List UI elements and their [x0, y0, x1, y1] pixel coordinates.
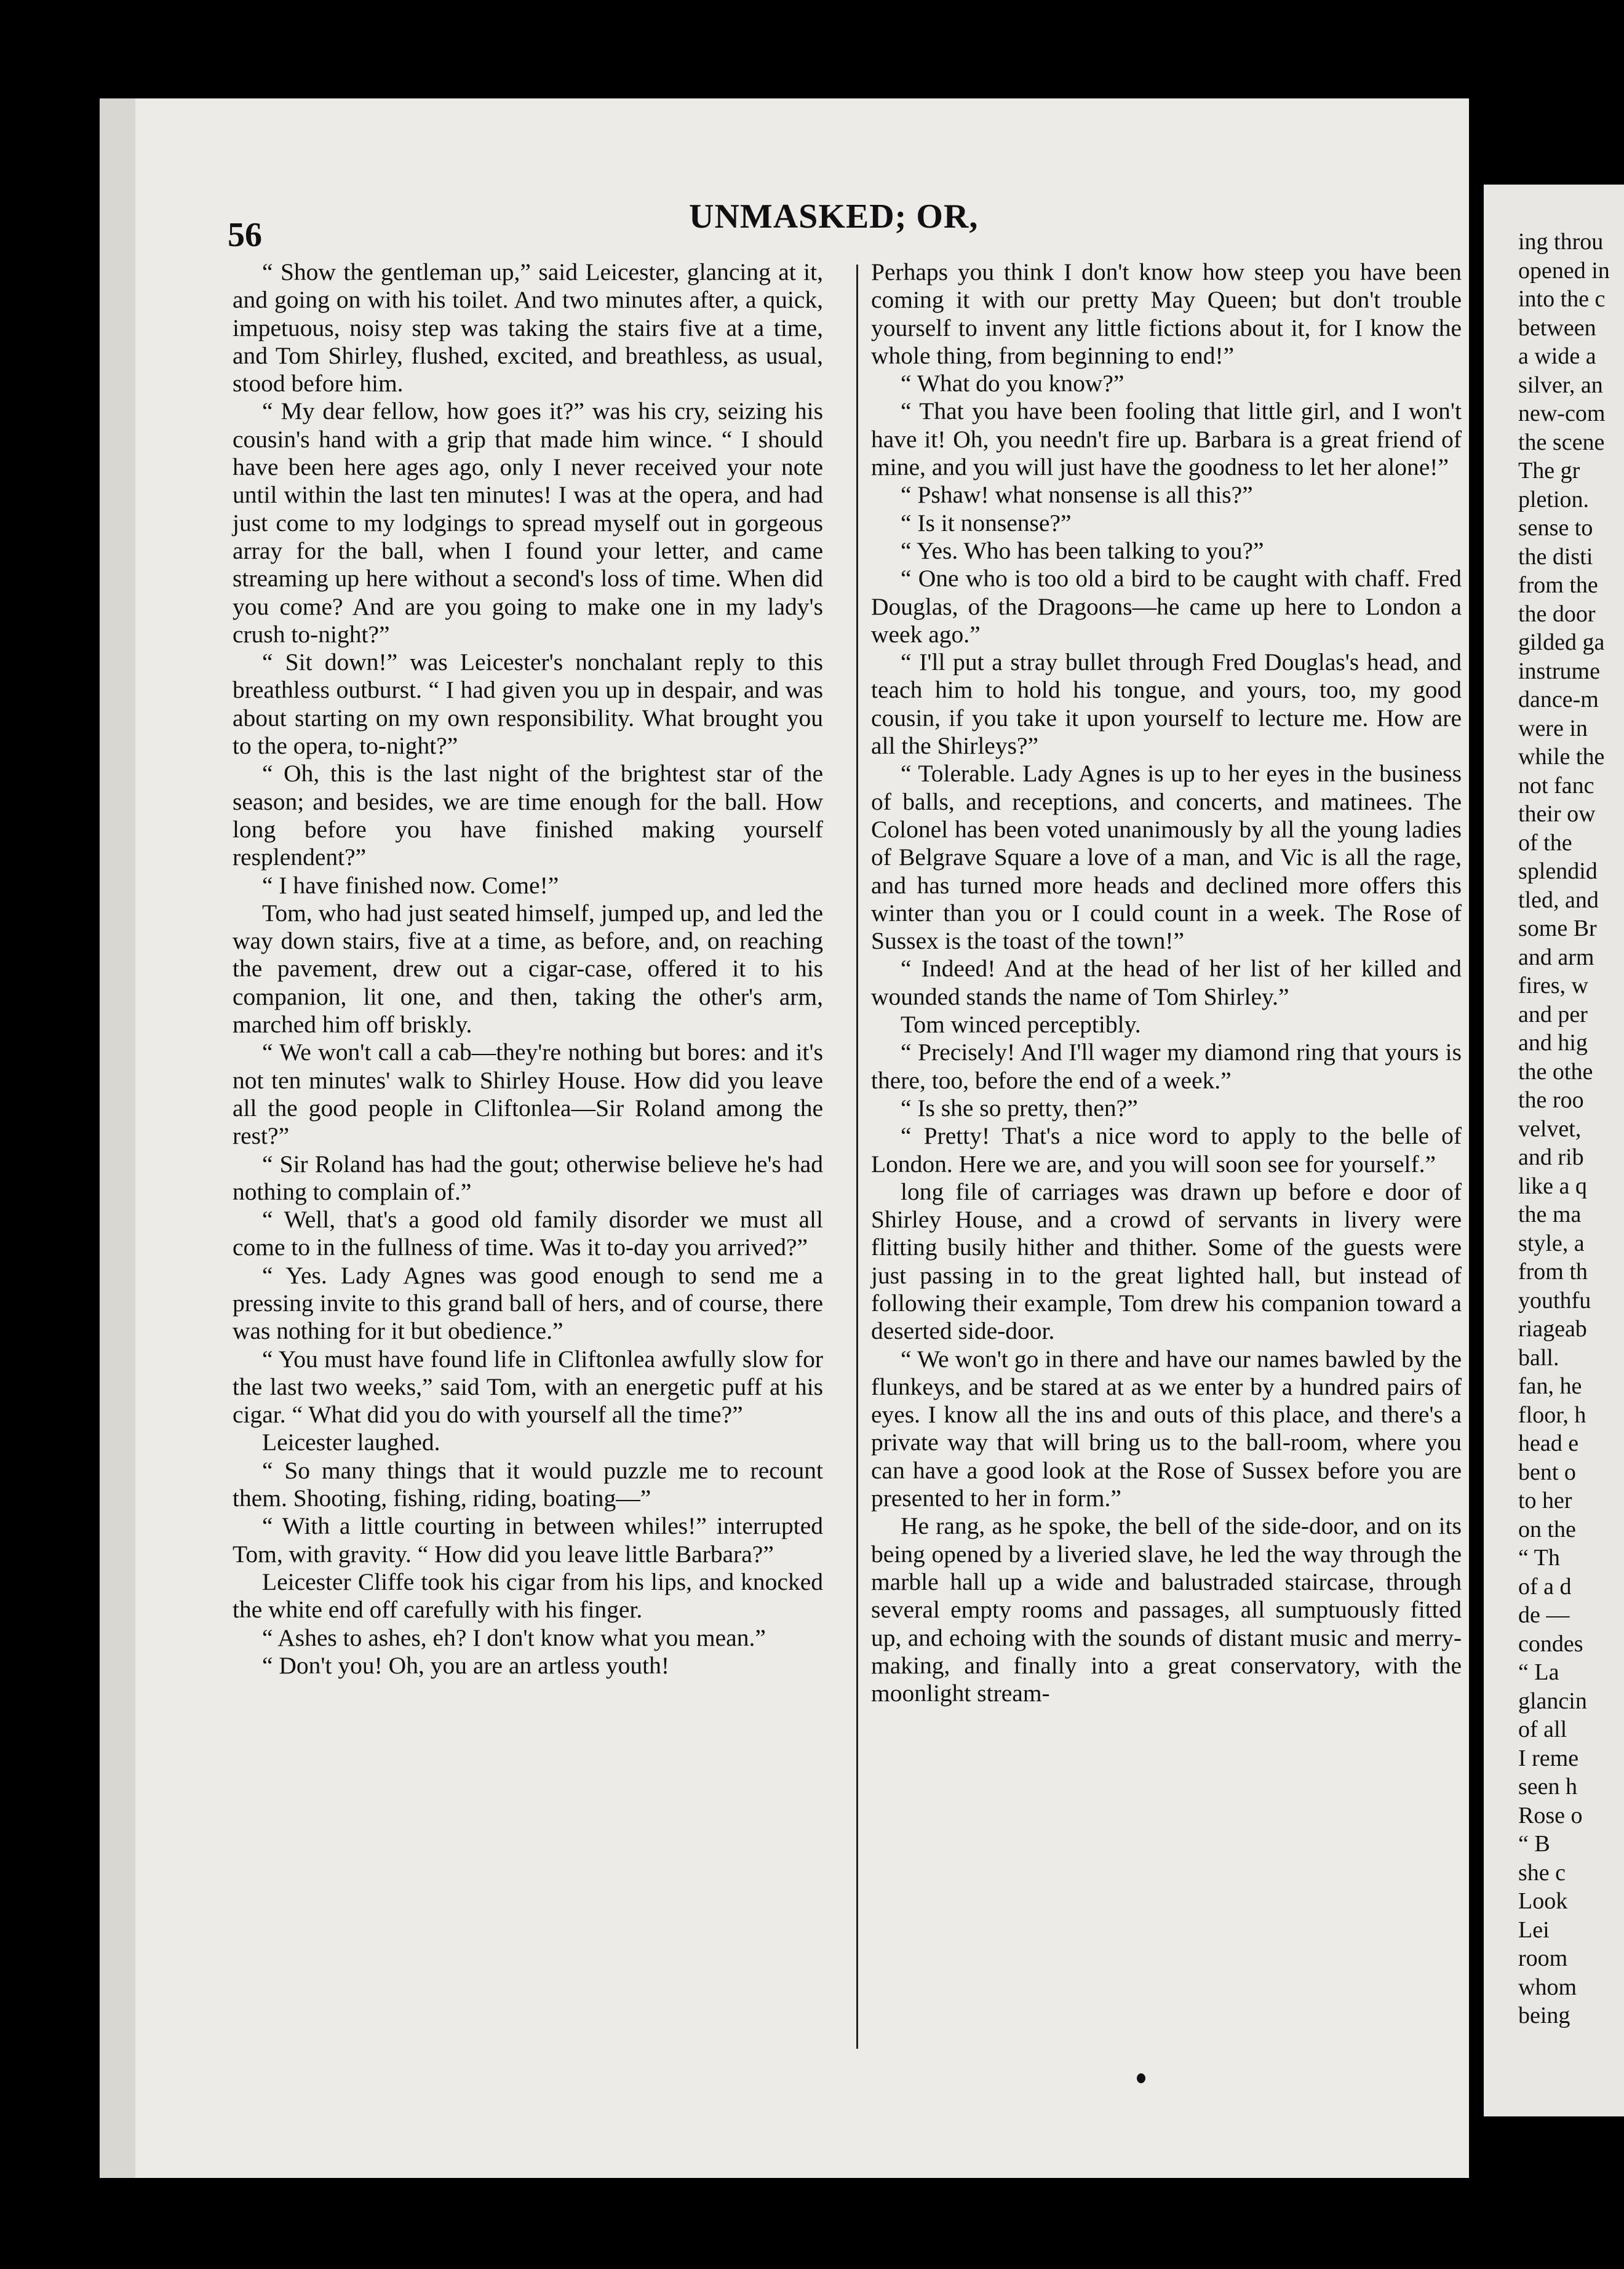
facing-page-line: condes [1518, 1630, 1583, 1657]
paragraph: Leicester laughed. [262, 1429, 440, 1456]
facing-page-line: the roo [1518, 1087, 1584, 1113]
facing-page-line: “ La [1518, 1659, 1559, 1685]
paragraph: “ Show the gentleman up,” said Leicester, glancing at it, and going on with his toilet. And two minutes after, a quick, impetuous, noisy step was taking the stairs five at a time, and Tom Shirley, flushed, excited, and breathless, as usual, stood before him. [233, 258, 823, 397]
facing-page-line: “ B [1518, 1831, 1550, 1857]
facing-page-line: riageab [1518, 1316, 1587, 1342]
paragraph: “ Well, that's a good old family disorder we must all come to in the fullness of time. Was it to-day you arrived?” [233, 1206, 823, 1261]
facing-page-line: splendid [1518, 858, 1598, 884]
facing-page-line: Rose o [1518, 1802, 1583, 1828]
facing-page-line: a wide a [1518, 343, 1596, 369]
paragraph: “ That you have been fooling that little girl, and I won't have it! Oh, you needn't fire up. Barbara is a great friend of mine, and you will just have the goodness to let her alone!” [871, 397, 1462, 481]
facing-page-text [1518, 228, 1624, 2030]
facing-page-line: the ma [1518, 1202, 1582, 1227]
paragraph: “ Tolerable. Lady Agnes is up to her eyes in the business of balls, and receptions, and concerts, and matinees. The Colonel has been voted unanimously by all the young ladies of Belgrave Square a love of a man, and Vic is all the rage, and has turned more heads and declined more offers this winter than you or I could count in a week. The Rose of Sussex is the toast of the town!” [871, 760, 1462, 955]
page-number: 56 [228, 216, 262, 254]
paragraph: “ Is she so pretty, then?” [901, 1094, 1138, 1122]
paragraph: Tom winced perceptibly. [901, 1011, 1141, 1039]
ink-dot [1137, 2073, 1145, 2083]
column-divider [856, 265, 858, 2049]
facing-page-line: floor, h [1518, 1402, 1586, 1428]
facing-page-line: tled, and [1518, 887, 1599, 913]
facing-page-line: the scene [1518, 429, 1605, 455]
paragraph: “ I have finished now. Come!” [262, 871, 559, 899]
facing-page-line: velvet, [1518, 1115, 1582, 1142]
facing-page-line: and rib [1518, 1144, 1584, 1170]
paragraph: “ My dear fellow, how goes it?” was his cry, seizing his cousin's hand with a grip that made him wince. “ I should have been here ages ago, only I never received your note until within the last ten minutes! I was at the opera, and had just come to my lodgings to spread myself out in gorgeous array for the ball, when I found your letter, and came streaming up here without a second's loss of time. When did you come? And are you going to make one in my lady's crush to-night?” [233, 397, 823, 648]
facing-page-line: sense to [1518, 515, 1593, 541]
paragraph: “ We won't go in there and have our names bawled by the flunkeys, and be stared at as we enter by a hundred pairs of eyes. I know all the ins and outs of this place, and there's a private way that will bring us to the ball-room, where you can have a good look at the Rose of Sussex before you are presented to her in form.” [871, 1345, 1462, 1512]
facing-page-line: were in [1518, 715, 1588, 741]
facing-page-line: like a q [1518, 1173, 1587, 1199]
facing-page-line: opened in [1518, 257, 1610, 284]
facing-page-line: into the c [1518, 286, 1606, 312]
facing-page-line: and hig [1518, 1030, 1588, 1056]
facing-page-line: from th [1518, 1259, 1588, 1285]
paragraph: “ What do you know?” [901, 370, 1124, 397]
paragraph: “ So many things that it would puzzle me to recount them. Shooting, fishing, riding, boating—” [233, 1456, 823, 1512]
paragraph: He rang, as he spoke, the bell of the side-door, and on its being opened by a liveried slave, he led the way through the marble hall up a wide and balustraded staircase, through several empty rooms and passages, all sumptuously fitted up, and echoing with the sounds of distant music and merry-making, and finally into a great conservatory, with the moonlight stream- [871, 1512, 1462, 1707]
paragraph: “ Yes. Lady Agnes was good enough to send me a pressing invite to this grand ball of hers, and of course, there was nothing for it but obedience.” [233, 1261, 823, 1345]
facing-page-line: instrume [1518, 658, 1600, 684]
paragraph: “ With a little courting in between whiles!” interrupted Tom, with gravity. “ How did you leave little Barbara?” [233, 1512, 823, 1568]
facing-page-line: to her [1518, 1488, 1572, 1513]
facing-page-line: silver, an [1518, 372, 1603, 398]
facing-page-line: youthfu [1518, 1287, 1591, 1314]
paragraph: Tom, who had just seated himself, jumped up, and led the way down stairs, five at a time, as before, and, on reaching the pavement, drew out a cigar-case, offered it to his companion, lit one, and then, taking the other's arm, marched him off briskly. [233, 899, 823, 1039]
facing-page-line: of the [1518, 829, 1572, 856]
left-text-column [233, 258, 823, 1680]
facing-page-line: while the [1518, 744, 1605, 770]
facing-page [1484, 185, 1624, 2116]
facing-page-line: fan, he [1518, 1373, 1582, 1399]
facing-page-line: the othe [1518, 1058, 1593, 1085]
facing-page-line: pletion. [1518, 486, 1590, 512]
facing-page-line: ball. [1518, 1344, 1559, 1371]
paragraph: “ You must have found life in Cliftonlea awfully slow for the last two weeks,” said Tom, with an energetic puff at his cigar. “ What did you do with yourself all the time?” [233, 1345, 823, 1429]
facing-page-line: their ow [1518, 801, 1596, 827]
facing-page-line: bent o [1518, 1459, 1576, 1485]
paragraph: “ We won't call a cab—they're nothing but bores: and it's not ten minutes' walk to Shirley House. How did you leave all the good people in Cliftonlea—Sir Roland among the rest?” [233, 1039, 823, 1150]
facing-page-line: new-com [1518, 401, 1606, 426]
facing-page-line: not fanc [1518, 772, 1594, 799]
facing-page-line: on the [1518, 1516, 1576, 1542]
facing-page-line: room [1518, 1945, 1568, 1971]
facing-page-line: and arm [1518, 944, 1594, 970]
facing-page-line: of a d [1518, 1573, 1572, 1600]
paragraph: “ One who is too old a bird to be caught with chaff. Fred Douglas, of the Dragoons—he came up here to London a week ago.” [871, 565, 1462, 648]
facing-page-line: ing throu [1518, 229, 1604, 255]
paragraph: “ Sit down!” was Leicester's nonchalant reply to this breathless outburst. “ I had given you up in despair, and was about starting on my own responsibility. What brought you to the opera, to-night?” [233, 648, 823, 760]
facing-page-line: de — [1518, 1602, 1570, 1628]
paragraph: “ I'll put a stray bullet through Fred Douglas's head, and teach him to hold his tongue, and yours, too, my good cousin, if you take it upon yourself to lecture me. How are all the Shirleys?” [871, 648, 1462, 760]
facing-page-line: and per [1518, 1001, 1588, 1027]
paragraph: Perhaps you think I don't know how steep you have been coming it with our pretty May Queen; but don't trouble yourself to invent any little fictions about it, for I know the whole thing, from beginning to end!” [871, 258, 1462, 369]
facing-page-line: Lei [1518, 1916, 1550, 1943]
paragraph: “ Sir Roland has had the gout; otherwise believe he's had nothing to complain of.” [233, 1150, 823, 1205]
paragraph: “ Yes. Who has been talking to you?” [901, 536, 1264, 564]
facing-page-line: “ Th [1518, 1545, 1560, 1571]
facing-page-line: between [1518, 314, 1596, 341]
right-text-column [871, 258, 1462, 1707]
facing-page-line: the disti [1518, 543, 1593, 570]
facing-page-line: The gr [1518, 458, 1580, 484]
paragraph: “ Indeed! And at the head of her list of her killed and wounded stands the name of Tom Shirley.” [871, 955, 1462, 1010]
facing-page-line: Look [1518, 1888, 1568, 1914]
paragraph: “ Don't you! Oh, you are an artless youth! [262, 1651, 669, 1679]
facing-page-line: glancin [1518, 1688, 1587, 1714]
facing-page-line: gilded ga [1518, 629, 1605, 655]
paragraph: long file of carriages was drawn up before e door of Shirley House, and a crowd of servants in livery were flitting busily hither and thither. Some of the guests were just passing in to the great lighted hall, but instead of following their example, Tom drew his companion toward a deserted side-door. [871, 1178, 1462, 1345]
paragraph: “ Oh, this is the last night of the brightest star of the season; and besides, we are time enough for the ball. How long before you have finished making yourself resplendent?” [233, 760, 823, 871]
paragraph: “ Precisely! And I'll wager my diamond ring that yours is there, too, before the end of a week.” [871, 1039, 1462, 1094]
facing-page-line: dance-m [1518, 687, 1599, 712]
facing-page-line: seen h [1518, 1774, 1578, 1800]
facing-page-line: the door [1518, 600, 1596, 627]
facing-page-line: some Br [1518, 915, 1597, 941]
paragraph: “ Ashes to ashes, eh? I don't know what you mean.” [262, 1624, 766, 1651]
facing-page-line: from the [1518, 572, 1598, 598]
facing-page-line: style, a [1518, 1230, 1585, 1256]
paragraph: Leicester Cliffe took his cigar from his lips, and knocked the white end off carefully with his finger. [233, 1568, 823, 1624]
facing-page-line: fires, w [1518, 973, 1588, 999]
facing-page-line: of all [1518, 1717, 1567, 1742]
facing-page-line: whom [1518, 1974, 1577, 2000]
paragraph: “ Pretty! That's a nice word to apply to the belle of London. Here we are, and you will soon see for yourself.” [871, 1122, 1462, 1178]
facing-page-line: I reme [1518, 1745, 1579, 1771]
paragraph: “ Is it nonsense?” [901, 509, 1072, 536]
paragraph: “ Pshaw! what nonsense is all this?” [901, 481, 1253, 509]
facing-page-line: being [1518, 2003, 1570, 2028]
facing-page-line: head e [1518, 1430, 1579, 1456]
facing-page-line: she c [1518, 1859, 1566, 1886]
running-head: UNMASKED; OR, [689, 197, 979, 236]
